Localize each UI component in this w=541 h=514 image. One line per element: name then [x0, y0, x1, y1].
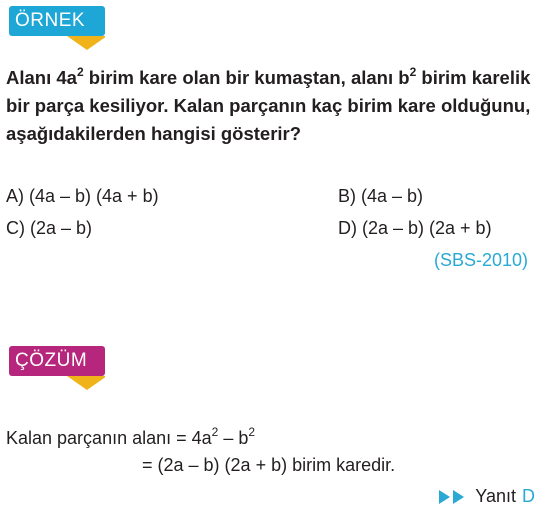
answer — [439, 486, 535, 507]
solution-badge-label: ÇÖZÜM — [15, 350, 88, 371]
solution-badge — [9, 346, 105, 390]
answer-value: D — [522, 486, 535, 506]
solution-line-1: Kalan parçanın alanı = $4a^2 - b^2$ — [6, 425, 256, 448]
option-d: D) (2a – b) (2a + b) — [338, 218, 492, 238]
solution-line-2: = (2a – b) (2a + b) birim karedir. — [142, 455, 396, 475]
example-badge-label: ÖRNEK — [15, 10, 86, 31]
question-text: Alanı $4a^2$ birim kare olan bir kumaştan, alanı $b^2$ birim karelik bir parça kesiliyor. Kalan parçanın kaç birim kare olduğunu, aşağıdakilerden hangisi gösterir? — [6, 64, 531, 144]
example-badge — [9, 6, 105, 50]
option-a: A) (4a – b) (4a + b) — [6, 186, 159, 206]
source-citation: (SBS-2010) — [433, 250, 528, 270]
double-arrow-icon — [439, 489, 467, 505]
option-c: C) (2a – b) — [6, 218, 93, 238]
answer-label: Yanıt — [475, 486, 516, 506]
option-b: B) (4a – b) — [338, 186, 424, 206]
